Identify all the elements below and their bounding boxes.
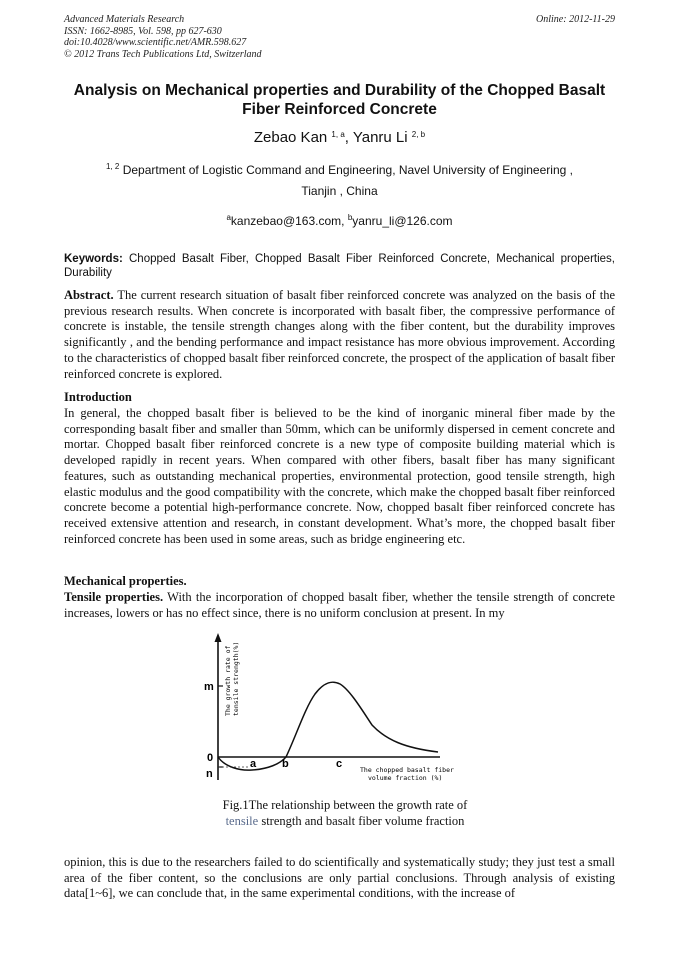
label-n: n — [206, 768, 213, 780]
email-link[interactable]: kanzebao@163.com, — [230, 214, 345, 228]
caption-line — [190, 813, 500, 829]
y-axis-label: tensile strength(%) — [232, 641, 240, 716]
email-line — [64, 214, 615, 228]
tensile-text: With the incorporation of chopped basalt fiber, whether the tensile strength of concrete increases, lowers or has no effect since, there is no uniform conclusion at present. In my — [64, 590, 615, 620]
email-superscript: b — [347, 213, 353, 222]
caption-rest: strength and basalt fiber volume fraction — [258, 814, 465, 828]
journal-header — [64, 14, 262, 60]
paper-title: Analysis on Mechanical properties and Durability of the Chopped Basalt Fiber Reinforced Concrete — [73, 82, 606, 118]
label-a: a — [250, 758, 257, 770]
subsection-label: Tensile properties. — [64, 590, 164, 604]
continuation-paragraph: opinion, this is due to the researchers failed to do scientifically and systematically study; they just test a small area of the fiber content, so the conclusions are only partial conclusions. Through analysis of existing data[1~6], we can conclude that, in the same experimental conditions, with the increase of — [64, 855, 615, 901]
email-link[interactable]: yanru_li@126.com — [352, 214, 453, 228]
abstract-paragraph — [64, 288, 615, 382]
affiliation-superscript: 1, 2 — [106, 162, 120, 171]
author-name: Yanru Li — [352, 129, 408, 146]
label-b: b — [282, 758, 289, 770]
y-axis-label: The growth rate of — [224, 645, 232, 716]
x-axis-label: volume fraction (%) — [368, 774, 443, 782]
online-date: Online: 2012-11-29 — [536, 14, 615, 25]
affiliation-text: Department of Logistic Command and Engineering, Navel University of Engineering , — [122, 163, 573, 177]
keywords-text: Chopped Basalt Fiber, Chopped Basalt Fiber Reinforced Concrete, Mechanical properties, Durability — [64, 253, 615, 279]
label-c: c — [336, 758, 343, 770]
author-line: Zebao Kan $^{1, a}$, Yanru Li $^{2, b}$ — [253, 129, 426, 146]
tensile-paragraph — [64, 590, 615, 621]
doi-line: doi:10.4028/www.scientific.net/AMR.598.627 — [64, 37, 247, 48]
keywords-paragraph — [64, 252, 615, 280]
caption-line: Fig.1The relationship between the growth rate of — [222, 798, 468, 812]
x-axis-label: The chopped basalt fiber — [360, 766, 454, 774]
figure-1-graph — [190, 630, 490, 790]
section-heading: Introduction — [64, 390, 132, 404]
email-superscript: a — [226, 213, 231, 222]
figure-1 — [190, 630, 490, 790]
journal-name: Advanced Materials Research — [64, 14, 185, 25]
copyright-line: © 2012 Trans Tech Publications Ltd, Switzerland — [64, 48, 262, 60]
affiliation-location: Tianjin , China — [301, 184, 378, 198]
keywords-label: Keywords: — [64, 253, 123, 265]
introduction-paragraph: In general, the chopped basalt fiber is believed to be the kind of inorganic mineral fiber made by the corresponding basalt fiber and smaller than 50mm, which can be uniformly dispersed in cement concrete and mortar. Chopped basalt fiber reinforced concrete is a new type of composite building material which is developed rapidly in recent years. When compared with other fibers, basalt fiber has many significant features, such as outstanding mechanical properties, environmental protection, good tensile strength, high elastic modulus and the good compatibility with the concrete, which make the chopped basalt fiber reinforced concrete become a potential high-performance concrete. Now, chopped basalt fiber reinforced concrete has received extensive attention and research, in constant development. What’s more, the chopped basalt fiber reinforced concrete has been used in some areas, such as bridge engineering etc. — [64, 406, 615, 546]
label-m: m — [204, 681, 214, 693]
section-heading: Mechanical properties. — [64, 574, 187, 588]
author-superscript: 2, b — [411, 130, 426, 139]
affiliation-line — [64, 163, 615, 178]
issn-line: ISSN: 1662-8985, Vol. 598, pp 627-630 — [64, 25, 222, 37]
caption-highlight: tensile — [225, 814, 259, 828]
y-axis-arrow — [215, 633, 222, 642]
author-name: Zebao Kan — [253, 129, 328, 146]
author-superscript: 1, a — [331, 130, 345, 139]
abstract-label: Abstract. — [64, 288, 114, 302]
figure-caption — [190, 797, 500, 829]
abstract-text: The current research situation of basalt fiber reinforced concrete was analyzed on the basis of the previous research results. When concrete is incorporated with basalt fiber, the compressive performance of concrete is instable, the tensile strength changes along with the fiber content, but the durability improves significantly , and the bending performance and impact resistance has more obvious improvement. According to the characteristics of chopped basalt fiber reinforced concrete, the prospect of the application of basalt fiber reinforced concrete is explored. — [64, 288, 616, 381]
label-zero: 0 — [207, 752, 214, 764]
